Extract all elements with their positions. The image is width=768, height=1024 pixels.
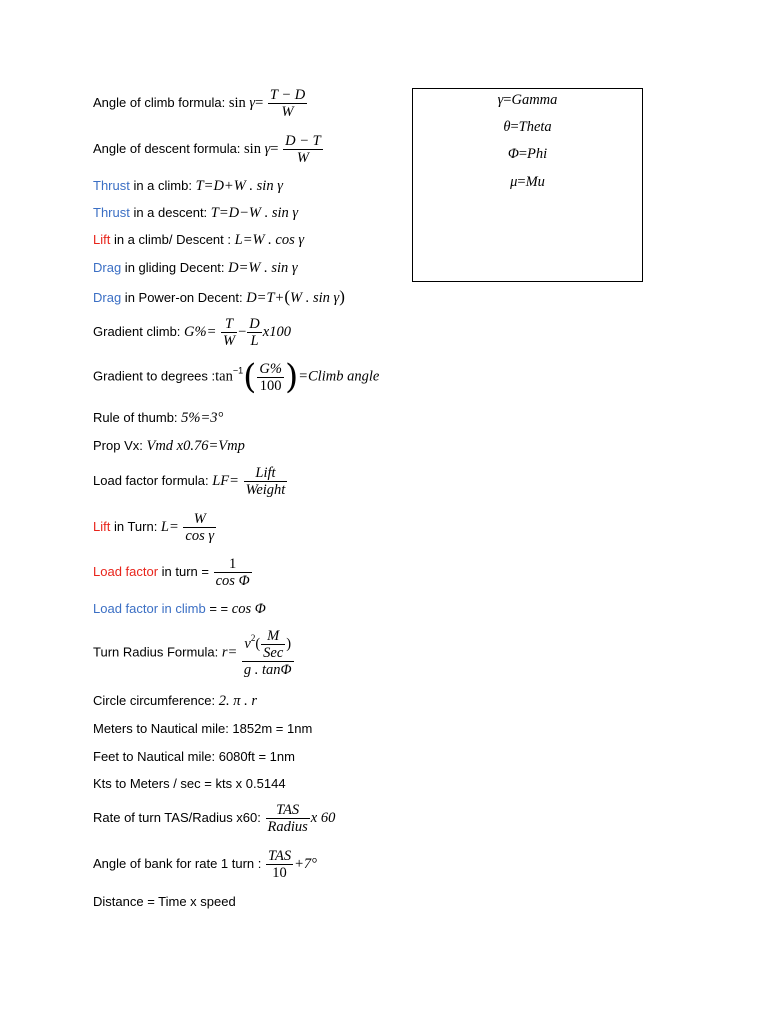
keyword: Drag <box>93 260 122 275</box>
formula-label: Rate of turn TAS/Radius x60: <box>93 809 265 825</box>
formula-label: in a descent: <box>129 205 211 220</box>
formula-label: in Turn: <box>110 518 161 534</box>
keyword: Load factor in climb <box>93 601 206 616</box>
equals: = <box>510 119 519 135</box>
inner-numerator: M <box>261 628 285 645</box>
gamma-symbol: γ <box>249 94 256 111</box>
formula-label: Circle circumference: <box>93 693 219 708</box>
denominator: 10 <box>272 865 287 881</box>
gradient-climb-formula <box>93 316 291 349</box>
velocity: v <box>244 635 251 652</box>
lift-turn-formula <box>93 511 217 544</box>
paren-close: ) <box>286 635 292 652</box>
gamma-symbol: γ <box>291 260 298 276</box>
formula: T=D−W . sin <box>210 205 289 221</box>
formula-tail: =Climb angle <box>298 368 380 385</box>
symbol: γ <box>497 92 504 108</box>
formula-lhs: LF= <box>212 472 239 489</box>
numerator: T − D <box>269 87 306 103</box>
minus-sign: − <box>238 323 247 340</box>
denominator: W <box>296 150 309 166</box>
formula: D=T+ <box>246 290 285 306</box>
load-factor-formula <box>93 465 288 498</box>
formula-label: Gradient climb: <box>93 323 185 339</box>
symbol-name: Mu <box>525 174 545 190</box>
symbol-name: Theta <box>518 119 552 135</box>
formula-label: Angle of bank for rate 1 turn : <box>93 855 265 871</box>
function: sin <box>244 140 261 157</box>
rate-of-turn-formula <box>93 802 335 835</box>
symbol-row-theta <box>413 119 642 136</box>
equals: = <box>270 140 279 157</box>
function: tan <box>215 368 233 385</box>
formula-label: Load factor formula: <box>93 472 213 488</box>
circle-circumference <box>93 693 257 710</box>
symbol: Φ <box>507 146 519 162</box>
gamma-symbol: γ <box>292 205 299 221</box>
formula-tail: x100 <box>262 323 291 340</box>
formula-label: Angle of descent formula: <box>93 140 245 156</box>
paren-open: ( <box>284 287 290 306</box>
drag-gliding-formula <box>93 260 298 277</box>
thrust-climb-formula <box>93 178 283 195</box>
gamma-symbol: γ <box>264 140 271 157</box>
paren-close: ) <box>339 287 345 306</box>
symbol-row-phi <box>413 146 642 163</box>
gamma-symbol: γ <box>277 178 283 194</box>
fraction <box>266 848 293 881</box>
keyword: Lift <box>93 232 111 247</box>
formula-label: in a climb/ Descent : <box>110 232 235 247</box>
formula-inner: W . sin <box>289 290 330 306</box>
denominator: g . tanΦ <box>243 662 292 678</box>
fraction <box>283 133 323 166</box>
superscript: −1 <box>232 365 244 376</box>
numerator: D − T <box>285 133 321 149</box>
angle-of-bank-formula <box>93 848 317 881</box>
numerator: 1 <box>214 556 252 573</box>
denominator: 100 <box>259 377 282 394</box>
fraction <box>266 802 310 835</box>
turn-radius-formula <box>93 628 295 678</box>
superscript: 2 <box>250 632 256 643</box>
rule-of-thumb <box>93 410 223 427</box>
load-factor-climb-formula <box>93 601 266 618</box>
denominator: Radius <box>267 819 308 835</box>
numerator: Lift <box>244 465 288 482</box>
formula-label: = = <box>205 601 232 616</box>
lift-climb-formula <box>93 232 304 249</box>
kts-to-ms <box>93 776 286 791</box>
numerator: G% <box>259 360 282 377</box>
formula-lhs: r= <box>221 644 238 661</box>
fraction <box>244 465 288 498</box>
symbol: θ <box>503 119 511 135</box>
formula-label: Angle of climb formula: <box>93 94 229 110</box>
formula-tail: +7° <box>294 855 317 872</box>
fraction <box>268 87 307 120</box>
feet-to-nm <box>93 749 295 764</box>
symbol-name: Gamma <box>511 92 558 108</box>
gamma-symbol: γ <box>333 290 340 306</box>
symbols-legend-box <box>412 88 643 282</box>
paren-open: ( <box>243 357 257 397</box>
numerator: T <box>221 316 237 333</box>
formula-label: Rule of thumb: <box>93 410 182 425</box>
gradient-to-degrees-formula <box>93 357 380 397</box>
formula: 5%=3° <box>181 410 224 426</box>
formula-label: in gliding Decent: <box>121 260 229 275</box>
thrust-descent-formula <box>93 205 298 222</box>
formula-label: in turn = <box>158 563 213 579</box>
paren-open: ( <box>255 635 261 652</box>
formula-lhs: G%= <box>184 323 217 340</box>
formula-label: Prop Vx: <box>93 438 147 453</box>
symbol-name: Phi <box>527 146 548 162</box>
numerator <box>242 628 294 662</box>
inner-denominator: Sec <box>263 645 284 661</box>
keyword: Thrust <box>93 205 130 220</box>
meters-to-nm <box>93 721 312 736</box>
drag-power-on-formula <box>93 287 345 307</box>
formula: L=W . cos <box>234 232 295 248</box>
load-factor-turn-formula <box>93 556 253 589</box>
denominator: L <box>250 333 259 349</box>
formula-label: Distance = Time x speed <box>93 894 236 909</box>
denominator: Weight <box>245 482 286 498</box>
prop-vx-formula <box>93 438 245 455</box>
keyword: Thrust <box>93 178 130 193</box>
fraction <box>183 511 216 544</box>
formula: Vmd x0.76=Vmp <box>146 438 245 454</box>
numerator: TAS <box>268 848 292 864</box>
denominator: cos γ <box>185 528 215 544</box>
formula: 2. π . r <box>218 693 257 709</box>
denominator: cos Φ <box>215 573 250 589</box>
paren-close: ) <box>284 357 299 397</box>
formula-label: in a climb: <box>129 178 196 193</box>
formula: D=W . sin <box>228 260 289 276</box>
numerator: W <box>183 511 216 528</box>
formula-tail: x 60 <box>310 809 336 826</box>
keyword: Drag <box>93 290 122 305</box>
fraction <box>247 316 261 349</box>
formula-label: Feet to Nautical mile: 6080ft = 1nm <box>93 749 295 764</box>
fraction <box>221 316 237 349</box>
formula-label: in Power-on Decent: <box>121 290 247 305</box>
keyword: Lift <box>93 518 111 534</box>
gamma-symbol: γ <box>298 232 305 248</box>
formula-lhs: L= <box>160 518 179 535</box>
formula-label: Gradient to degrees : <box>93 368 216 384</box>
fraction <box>257 361 284 394</box>
symbol: μ <box>510 174 518 190</box>
equals: = <box>503 92 512 108</box>
numerator: D <box>249 316 260 332</box>
angle-of-descent-formula <box>93 133 324 166</box>
inner-fraction <box>261 628 285 661</box>
equals: = <box>255 94 264 111</box>
angle-of-climb-formula <box>93 87 308 120</box>
symbol-row-gamma <box>413 92 642 109</box>
formula-label: Turn Radius Formula: <box>93 644 222 660</box>
denominator: W <box>281 104 294 120</box>
equals: = <box>517 174 526 190</box>
formula: T=D+W . sin <box>195 178 274 194</box>
formula-label: Meters to Nautical mile: 1852m = 1nm <box>93 721 313 736</box>
fraction <box>214 556 252 589</box>
symbol-row-mu <box>413 174 642 191</box>
numerator: TAS <box>266 802 310 819</box>
distance-formula <box>93 894 236 909</box>
denominator: W <box>223 333 236 349</box>
function: sin <box>228 94 246 111</box>
formula: cos Φ <box>231 601 266 617</box>
keyword: Load factor <box>93 563 159 579</box>
formula-label: Kts to Meters / sec = kts x 0.5144 <box>93 776 286 791</box>
equals: = <box>518 146 528 162</box>
fraction <box>242 628 294 678</box>
